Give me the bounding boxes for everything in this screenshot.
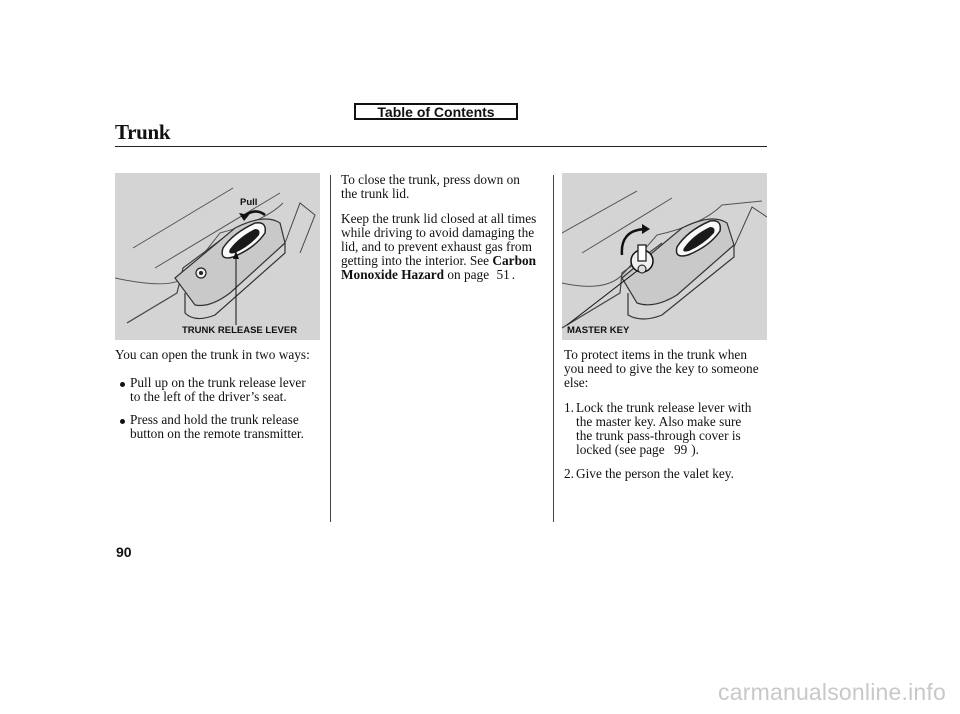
text-line: Lock the trunk release lever with bbox=[576, 400, 752, 415]
page-reference-51[interactable]: 51 bbox=[496, 267, 510, 282]
page-number: 90 bbox=[116, 544, 132, 560]
text-line: lid, and to prevent exhaust gas from bbox=[341, 239, 532, 254]
carbon-monoxide-link[interactable]: Carbon bbox=[492, 253, 537, 268]
page-title: Trunk bbox=[115, 120, 171, 144]
text-span: getting into the interior. See bbox=[341, 253, 490, 268]
bullet-item-remote-transmitter bbox=[130, 413, 304, 441]
title-divider bbox=[115, 146, 767, 147]
text-span: ). bbox=[691, 442, 699, 457]
trunk-release-lever-figure bbox=[115, 173, 320, 340]
table-of-contents-button[interactable]: Table of Contents bbox=[354, 103, 518, 120]
text-span: on page bbox=[447, 267, 490, 282]
column-divider-right bbox=[553, 175, 554, 522]
bullet-item-release-lever bbox=[130, 376, 306, 404]
text-line: the trunk lid. bbox=[341, 186, 410, 201]
master-key-caption: MASTER KEY bbox=[567, 325, 630, 336]
protect-items-paragraph bbox=[564, 348, 769, 390]
text-line: Give the person the valet key. bbox=[576, 466, 734, 481]
watermark: carmanualsonline.info bbox=[718, 679, 946, 705]
text-line bbox=[341, 254, 551, 268]
column-divider-left bbox=[330, 175, 331, 522]
trunk-release-lever-caption: TRUNK RELEASE LEVER bbox=[182, 325, 298, 336]
bullet-line: Pull up on the trunk release lever bbox=[130, 375, 306, 390]
carbon-monoxide-link-cont[interactable]: Monoxide Hazard bbox=[341, 267, 445, 282]
text-line bbox=[576, 443, 768, 457]
text-span: locked (see page bbox=[576, 442, 665, 457]
bullet-line: to the left of the driver’s seat. bbox=[130, 389, 287, 404]
page-reference-99[interactable]: 99 bbox=[673, 442, 688, 457]
text-line: you need to give the key to someone bbox=[564, 361, 759, 376]
step-number: 1. bbox=[564, 400, 574, 415]
keep-lid-closed-paragraph bbox=[341, 212, 551, 282]
master-key-illustration bbox=[562, 173, 767, 340]
step-number: 2. bbox=[564, 466, 574, 481]
left-column-text bbox=[115, 348, 327, 362]
step-2-valet-key bbox=[576, 467, 734, 481]
text-line: the trunk pass-through cover is bbox=[576, 428, 741, 443]
bullet-line: button on the remote transmitter. bbox=[130, 426, 304, 441]
text-line: else: bbox=[564, 375, 589, 390]
text-line: To close the trunk, press down on bbox=[341, 172, 520, 187]
open-trunk-intro: You can open the trunk in two ways: bbox=[115, 347, 310, 362]
pull-label: Pull bbox=[240, 197, 258, 208]
text-line bbox=[341, 268, 551, 282]
bullet-marker bbox=[120, 419, 125, 424]
text-line: while driving to avoid damaging the bbox=[341, 225, 535, 240]
bullet-line: Press and hold the trunk release bbox=[130, 412, 299, 427]
trunk-release-lever-illustration bbox=[115, 173, 320, 340]
text-line: To protect items in the trunk when bbox=[564, 347, 747, 362]
text-line: Keep the trunk lid closed at all times bbox=[341, 211, 537, 226]
step-1-lock-lever bbox=[576, 401, 768, 457]
close-trunk-paragraph bbox=[341, 173, 549, 201]
text-line: the master key. Also make sure bbox=[576, 414, 742, 429]
text-span: . bbox=[511, 267, 516, 282]
master-key-figure bbox=[562, 173, 767, 340]
bullet-marker bbox=[120, 382, 125, 387]
